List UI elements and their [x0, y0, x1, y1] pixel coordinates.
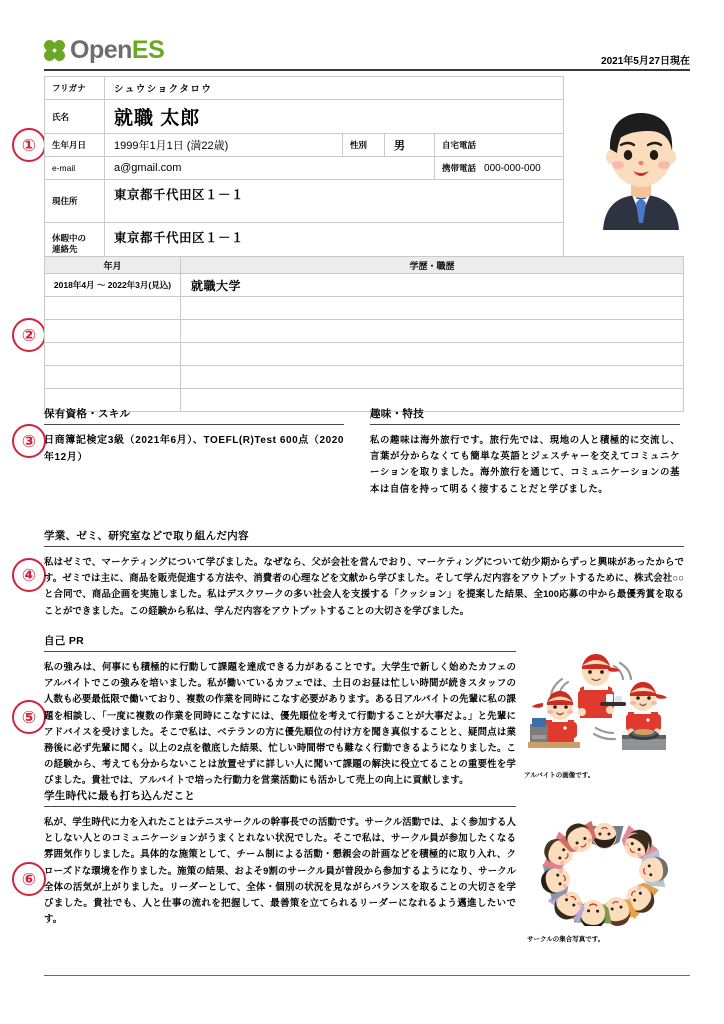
history-date-1[interactable]	[45, 297, 181, 320]
name-label: 氏名	[45, 100, 105, 134]
birth-label: 生年月日	[45, 134, 105, 157]
email-value[interactable]: a@gmail.com	[105, 157, 435, 180]
mobile-phone-value: 000-000-000	[484, 163, 541, 174]
email-label: e-mail	[45, 157, 105, 180]
home-phone-cell[interactable]	[435, 134, 564, 157]
hobbies-body[interactable]: 私の趣味は海外旅行です。旅行先では、現地の人と積極的に交流し、言葉が分からなくても簡単な英語とジェスチャーを交えてコミュニケーションを取りました。海外旅行を通じて、コミュニケーションの基本は自信を持って明るく接することだと学びました。	[370, 434, 680, 494]
personal-info-table	[44, 76, 564, 266]
step-marker-4: ④	[12, 558, 46, 592]
history-col-detail: 学歴・職歴	[181, 257, 684, 274]
history-col-date: 年月	[45, 257, 181, 274]
circle-group-photo-illustration	[527, 818, 682, 926]
furigana-value[interactable]: シュウショクタロウ	[105, 77, 564, 100]
as-of-date: 2021年5月27日現在	[601, 56, 690, 67]
history-detail-4[interactable]	[181, 366, 684, 389]
table-row	[45, 320, 684, 343]
self-pr-image	[524, 650, 684, 779]
student-life-title: 学生時代に最も打ち込んだこと	[44, 788, 516, 807]
table-row	[45, 100, 564, 134]
self-pr-image-caption: アルバイトの画像です。	[524, 772, 595, 779]
header-divider	[44, 69, 690, 71]
seminar-block	[44, 528, 684, 619]
name-value[interactable]: 就職 太郎	[105, 100, 564, 134]
history-detail-2[interactable]	[181, 320, 684, 343]
mobile-phone-label: 携帯電話	[442, 163, 477, 173]
vacation-label-line2: 連絡先	[52, 244, 78, 254]
address-label: 現住所	[45, 180, 105, 223]
footer-divider	[44, 975, 690, 976]
home-phone-label: 自宅電話	[442, 140, 477, 150]
self-pr-block	[44, 633, 516, 788]
clover-icon	[44, 40, 66, 62]
table-row	[45, 180, 564, 223]
step-marker-1: ①	[12, 128, 46, 162]
student-life-image-caption: サークルの集合写真です。	[527, 936, 605, 943]
student-life-block	[44, 788, 516, 927]
step-marker-5: ⑤	[12, 700, 46, 734]
hobbies-block	[370, 406, 680, 497]
qualifications-body[interactable]: 日商簿記検定3級（2021年6月）、TOEFL(R)Test 600点（2020年12月）	[44, 435, 344, 464]
profile-photo	[585, 105, 697, 230]
table-row	[45, 366, 684, 389]
step-marker-2: ②	[12, 318, 46, 352]
education-history-table	[44, 256, 684, 412]
qualifications-title: 保有資格・スキル	[44, 406, 344, 425]
furigana-label: フリガナ	[45, 77, 105, 100]
qualifications-block	[44, 406, 344, 466]
logo-text	[70, 36, 164, 65]
student-life-body[interactable]: 私が、学生時代に力を入れたことはテニスサークルの幹事長での活動です。サークル活動では、よく参加する人としない人とのコミュニケーションがうまくとれない状況でした。そこで私は、サークル員が参加したくなる雰囲気作りしました。具体的な施策として、チーム制による活動・懇親会の計画などを積極的に取り入れ、クローズドな環境を作りました。施策の結果、およそ9割のサークル員が普段から参加するようになり、サークル全体の活気が上がりました。リーダーとして、全体・個別の状況を見ながらバランスを取ることの大切さを学びました。貴社でも、人と仕事の流れを把握して、最善策を立てられるリーダーになれるよう邁進したいです。	[44, 816, 516, 925]
vacation-contact-value[interactable]: 東京都千代田区１－１	[105, 223, 564, 266]
gender-label: 性別	[343, 134, 385, 157]
table-row	[45, 77, 564, 100]
profile-photo-illustration	[585, 105, 697, 230]
step-marker-3: ③	[12, 424, 46, 458]
history-detail-0[interactable]: 就職大学	[181, 274, 684, 297]
table-row	[45, 134, 564, 157]
history-date-2[interactable]	[45, 320, 181, 343]
logo-text-es: ES	[131, 36, 165, 64]
history-detail-3[interactable]	[181, 343, 684, 366]
table-row	[45, 157, 564, 180]
address-value[interactable]: 東京都千代田区１－１	[105, 180, 564, 223]
history-date-3[interactable]	[45, 343, 181, 366]
self-pr-title: 自己 PR	[44, 633, 516, 652]
seminar-title: 学業、ゼミ、研究室などで取り組んだ内容	[44, 528, 684, 547]
logo-text-open: Open	[70, 36, 132, 64]
vacation-label-line1: 休暇中の	[52, 233, 87, 244]
history-date-0[interactable]: 2018年4月 ～ 2022年3月(見込)	[45, 274, 181, 297]
history-detail-1[interactable]	[181, 297, 684, 320]
birth-value[interactable]: 1999年1月1日 (満22歳)	[105, 134, 343, 157]
openes-logo	[44, 36, 164, 65]
mobile-phone-cell[interactable]	[435, 157, 564, 180]
student-life-image	[527, 818, 682, 943]
part-time-job-illustration	[524, 650, 684, 762]
seminar-body[interactable]: 私はゼミで、マーケティングについて学びました。なぜなら、父が会社を営んでおり、マーケティングについて幼少期からずっと興味があったからです。ゼミでは主に、商品を販売促進する方法や、消費者の心理などを文献から学びました。そして学んだ内容をアウトプットするために、株式会社○○と合同で、商品企画を実施しました。私はデスクワークの多い社会人を支援する「クッション」を提案した結果、全100応募の中から最優秀賞を取ることができました。この経験から私は、学んだ内容をアウトプットすることの大切さを学びました。	[44, 556, 684, 616]
hobbies-title: 趣味・特技	[370, 406, 680, 425]
self-pr-body[interactable]: 私の強みは、何事にも積極的に行動して課題を達成できる力があることです。大学生で新しく始めたカフェのアルバイトでこの強みを培いました。私が働いているカフェでは、土日のお昼は忙しい時間が続きスタッフの人数も必要最低限で働いており、複数の作業を同時にこなす必要があります。ある日アルバイトの先輩に私の課題を相談し、「一度に複数の作業を同時にこなすには、優先順位を考えて行動することが大事だよ。」と先輩にアドバイスを受けました。そこで私は、ベテランの方に優先順位の付け方を聞き真似することと、疑問点は業務後に必ず先輩に聞く。以上の2点を徹底した結果、忙しい時間帯でも難なく行動できるようになりました。この経験から、考えても分からないことは放置せずに詳しい人に聞いて課題の解決に役立てることの重要性を学びました。貴社では、アルバイトで培った行動力を営業活動にも活かして売上の向上に貢献します。	[44, 661, 516, 786]
table-header-row	[45, 257, 684, 274]
gender-value[interactable]: 男	[385, 134, 435, 157]
step-marker-6: ⑥	[12, 862, 46, 896]
table-row	[45, 274, 684, 297]
table-row	[45, 297, 684, 320]
table-row	[45, 343, 684, 366]
history-date-4[interactable]	[45, 366, 181, 389]
